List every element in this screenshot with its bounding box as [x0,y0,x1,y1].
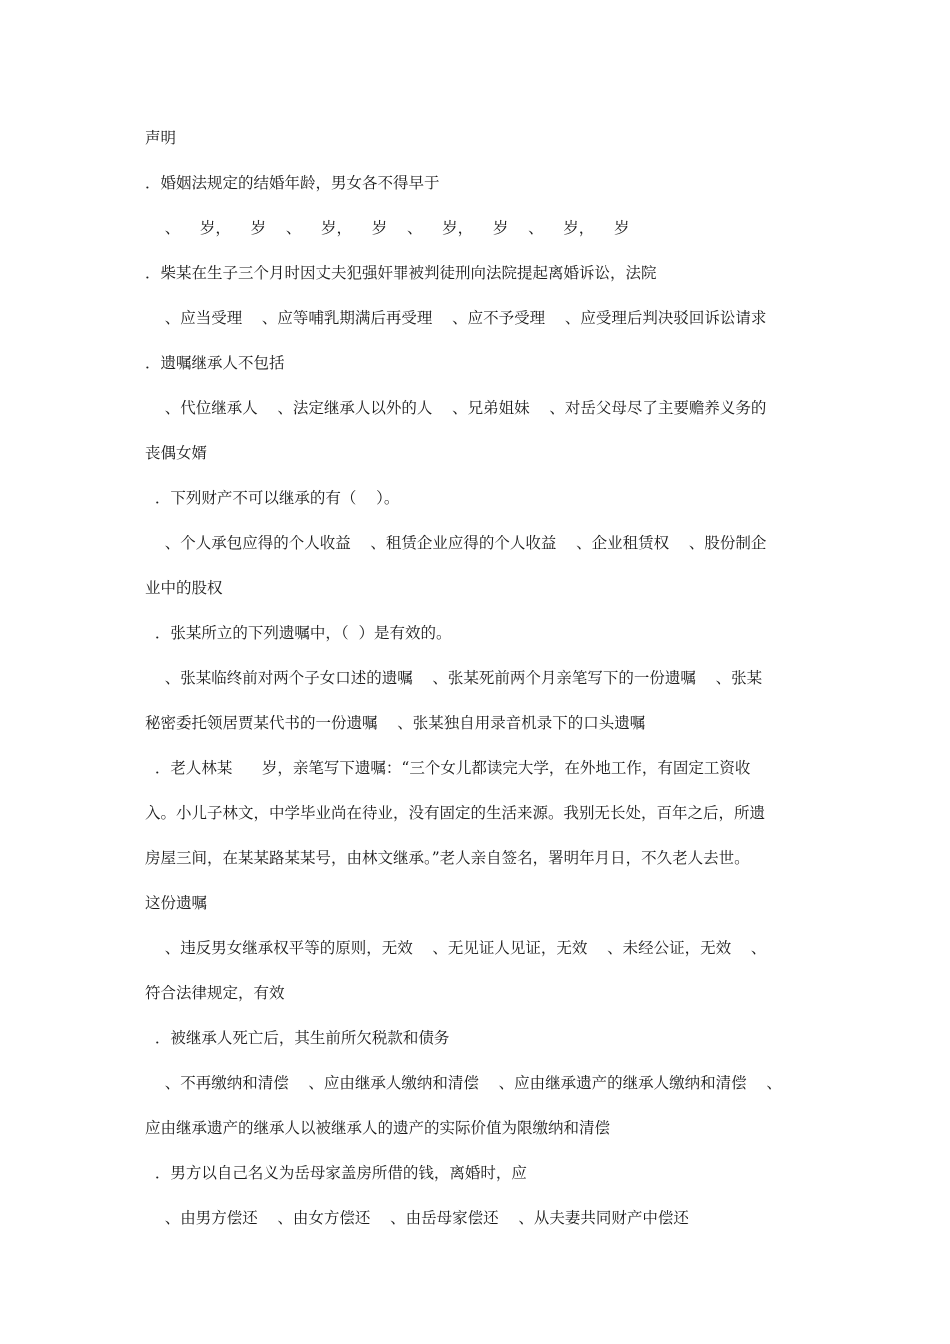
question-4-options: 、个人承包应得的个人收益 、租赁企业应得的个人收益 、企业租赁权 、股份制企 [145,534,767,552]
question-8: ．男方以自己名义为岳母家盖房所借的钱，离婚时，应 [145,1164,527,1182]
question-7: ．被继承人死亡后，其生前所欠税款和债务 [145,1029,450,1047]
question-1: ．婚姻法规定的结婚年龄，男女各不得早于 [145,174,440,192]
question-6-options-cont: 符合法律规定，有效 [145,984,285,1002]
question-3: ．遗嘱继承人不包括 [145,354,285,372]
question-7-options-cont: 应由继承遗产的继承人以被继承人的遗产的实际价值为限缴纳和清偿 [145,1119,611,1137]
question-6-cont-1: 入。小儿子林文，中学毕业尚在待业，没有固定的生活来源。我别无长处，百年之后，所遗 [145,804,766,822]
question-6-cont-3: 这份遗嘱 [145,894,208,912]
question-6-cont-2: 房屋三间，在某某路某某号，由林文继承。”老人亲自签名，署明年月日，不久老人去世。 [145,849,750,867]
question-5-options: 、张某临终前对两个子女口述的遗嘱 、张某死前两个月亲笔写下的一份遗嘱 、张某 [145,669,763,687]
question-3-options: 、代位继承人 、法定继承人以外的人 、兄弟姐妹 、对岳父母尽了主要赡养义务的 [145,399,767,417]
question-7-options: 、不再缴纳和清偿 、应由继承人缴纳和清偿 、应由继承遗产的继承人缴纳和清偿 、 [145,1074,782,1092]
question-6-options: 、违反男女继承权平等的原则，无效 、无见证人见证，无效 、未经公证，无效 、 [145,939,767,957]
question-5: ．张某所立的下列遗嘱中，（ ）是有效的。 [145,624,452,642]
question-4-options-cont: 业中的股权 [145,579,223,597]
question-1-options: 、 岁， 岁 、 岁， 岁 、 岁， 岁 、 岁， 岁 [145,219,630,237]
document-heading: 声明 [145,129,177,147]
question-8-options: 、由男方偿还 、由女方偿还 、由岳母家偿还 、从夫妻共同财产中偿还 [145,1209,689,1227]
question-5-options-cont: 秘密委托领居贾某代书的一份遗嘱 、张某独自用录音机录下的口头遗嘱 [145,714,646,732]
question-4: ．下列财产不可以继承的有（ ）。 [145,489,400,507]
question-2-options: 、应当受理 、应等哺乳期满后再受理 、应不予受理 、应受理后判决驳回诉讼请求 [145,309,767,327]
question-3-options-cont: 丧偶女婿 [145,444,208,462]
question-2: ．柴某在生子三个月时因丈夫犯强奸罪被判徒刑向法院提起离婚诉讼，法院 [145,264,657,282]
question-6: ．老人林某 岁，亲笔写下遗嘱：“三个女儿都读完大学，在外地工作，有固定工资收 [145,759,751,777]
